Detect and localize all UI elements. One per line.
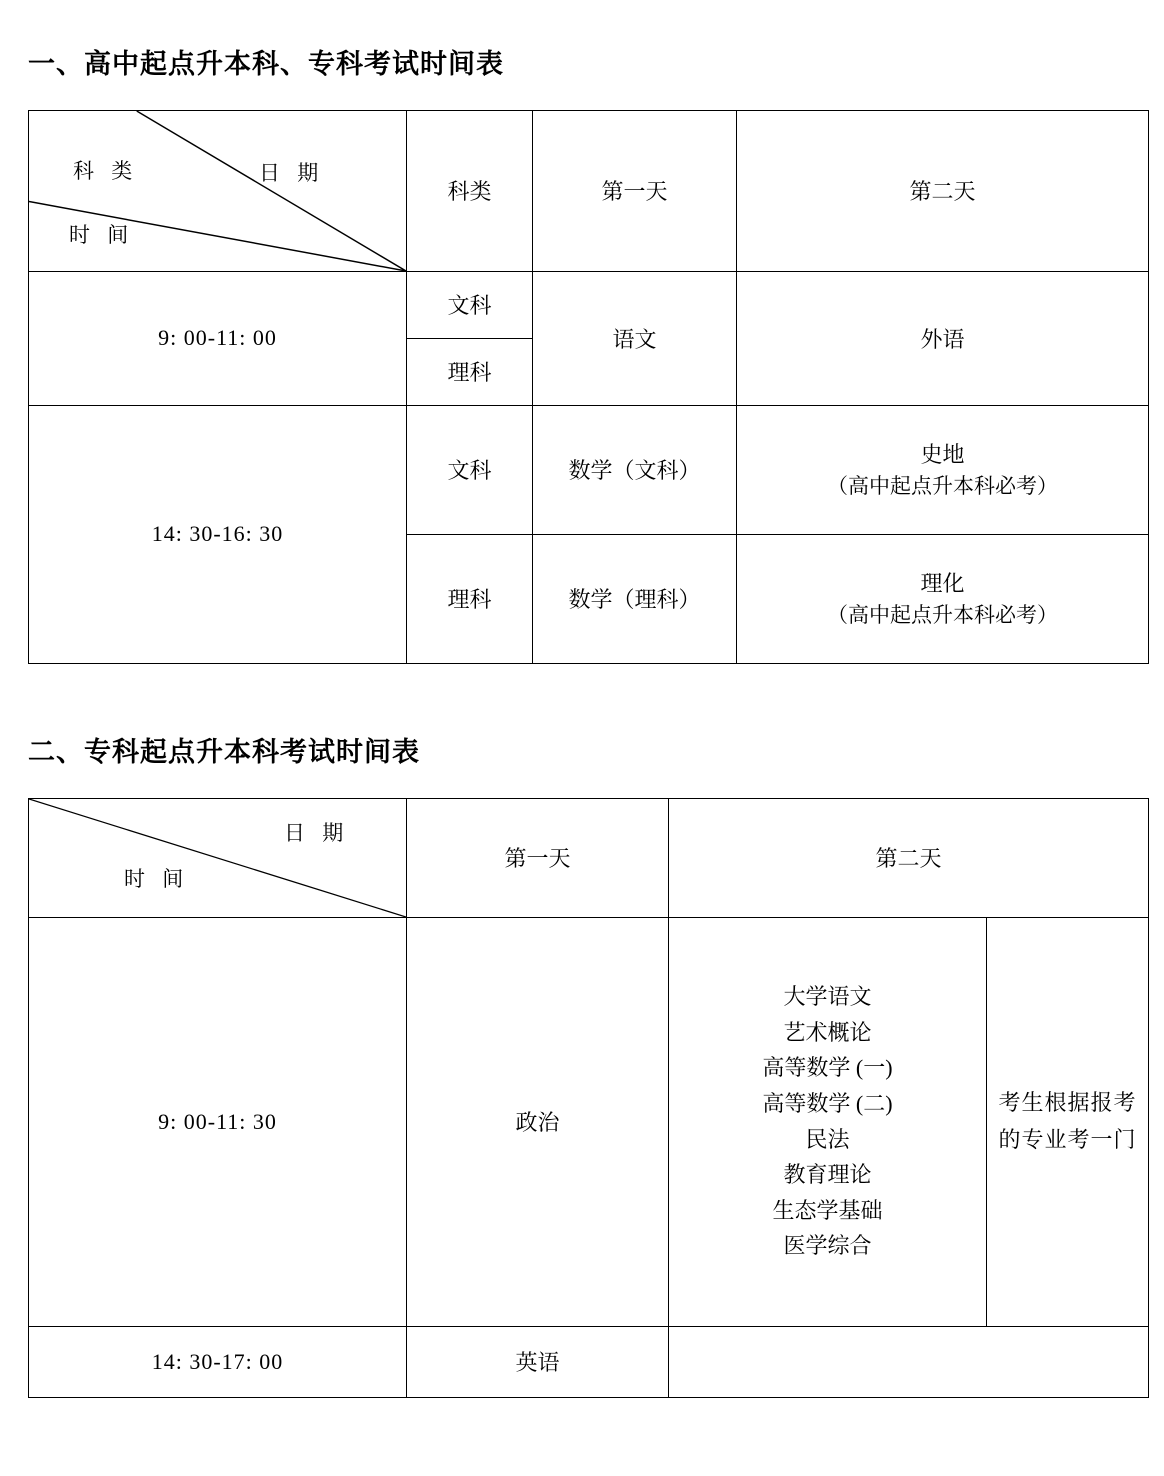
- list-item: 高等数学 (一): [762, 1055, 893, 1081]
- section-2-title: 二、专科起点升本科考试时间表: [28, 736, 420, 768]
- header-day-1: 第一天: [533, 110, 737, 271]
- category-science: 理科: [407, 338, 533, 405]
- day2-main-text: 史地: [920, 441, 965, 467]
- corner-header-cell: [29, 110, 407, 271]
- table-row: [29, 405, 1149, 534]
- cell-day1-english: 英语: [407, 1326, 669, 1397]
- corner-diagonal-line: [29, 799, 406, 917]
- header-day-2: 第二天: [737, 110, 1149, 271]
- corner-label-date: 日 期: [259, 160, 325, 185]
- category-liberal-arts: 文科: [407, 271, 533, 338]
- list-item: 教育理论: [783, 1162, 872, 1188]
- day2-note-text: （高中起点升本科必考）: [827, 473, 1058, 498]
- header-day-1: 第一天: [407, 798, 669, 917]
- exam-schedule-table-1: [28, 110, 1149, 664]
- category-liberal-arts-pm: 文科: [407, 405, 533, 534]
- row-time-afternoon: 14: 30-16: 30: [29, 405, 407, 663]
- header-day-2: 第二天: [669, 798, 1149, 917]
- cell-day1-chinese: 语文: [533, 271, 737, 405]
- cell-day1-math-liberal: 数学（文科）: [533, 405, 737, 534]
- day2-main-text: 理化: [920, 570, 965, 596]
- corner-label-subject: 科 类: [73, 158, 139, 183]
- cell-day2-foreign-language: 外语: [737, 271, 1149, 405]
- list-item: 大学语文: [783, 984, 872, 1010]
- cell-day2-subject-list: [669, 917, 987, 1326]
- table-row: [29, 271, 1149, 338]
- row-time-afternoon: 14: 30-17: 00: [29, 1326, 407, 1397]
- cell-day1-math-science: 数学（理科）: [533, 534, 737, 663]
- day2-note-text: （高中起点升本科必考）: [827, 602, 1058, 627]
- corner-label-time: 时 间: [124, 866, 190, 891]
- table-row: [29, 1326, 1149, 1397]
- corner-header-cell: [29, 798, 407, 917]
- table-row: [29, 917, 1149, 1326]
- list-item: 高等数学 (二): [762, 1090, 893, 1116]
- table-header-row: [29, 798, 1149, 917]
- cell-day2-physics-chemistry: [737, 534, 1149, 663]
- cell-day2-empty: [669, 1326, 1149, 1397]
- category-science-pm: 理科: [407, 534, 533, 663]
- table-header-row: [29, 110, 1149, 271]
- list-item: 医学综合: [783, 1233, 872, 1259]
- cell-day2-history-geography: [737, 405, 1149, 534]
- list-item: 艺术概论: [783, 1019, 872, 1045]
- cell-day2-selection-note: 考生根据报考的专业考一门: [987, 917, 1149, 1326]
- corner-label-time: 时 间: [69, 222, 135, 247]
- section-1-title: 一、高中起点升本科、专科考试时间表: [28, 49, 504, 80]
- row-time-morning: 9: 00-11: 00: [29, 271, 407, 405]
- list-item: 民法: [805, 1126, 850, 1152]
- list-item: 生态学基础: [772, 1197, 883, 1223]
- header-subject-category: 科类: [407, 110, 533, 271]
- row-time-morning: 9: 00-11: 30: [29, 917, 407, 1326]
- cell-day1-politics: 政治: [407, 917, 669, 1326]
- exam-schedule-table-2: [28, 798, 1149, 1398]
- corner-label-date: 日 期: [284, 820, 350, 845]
